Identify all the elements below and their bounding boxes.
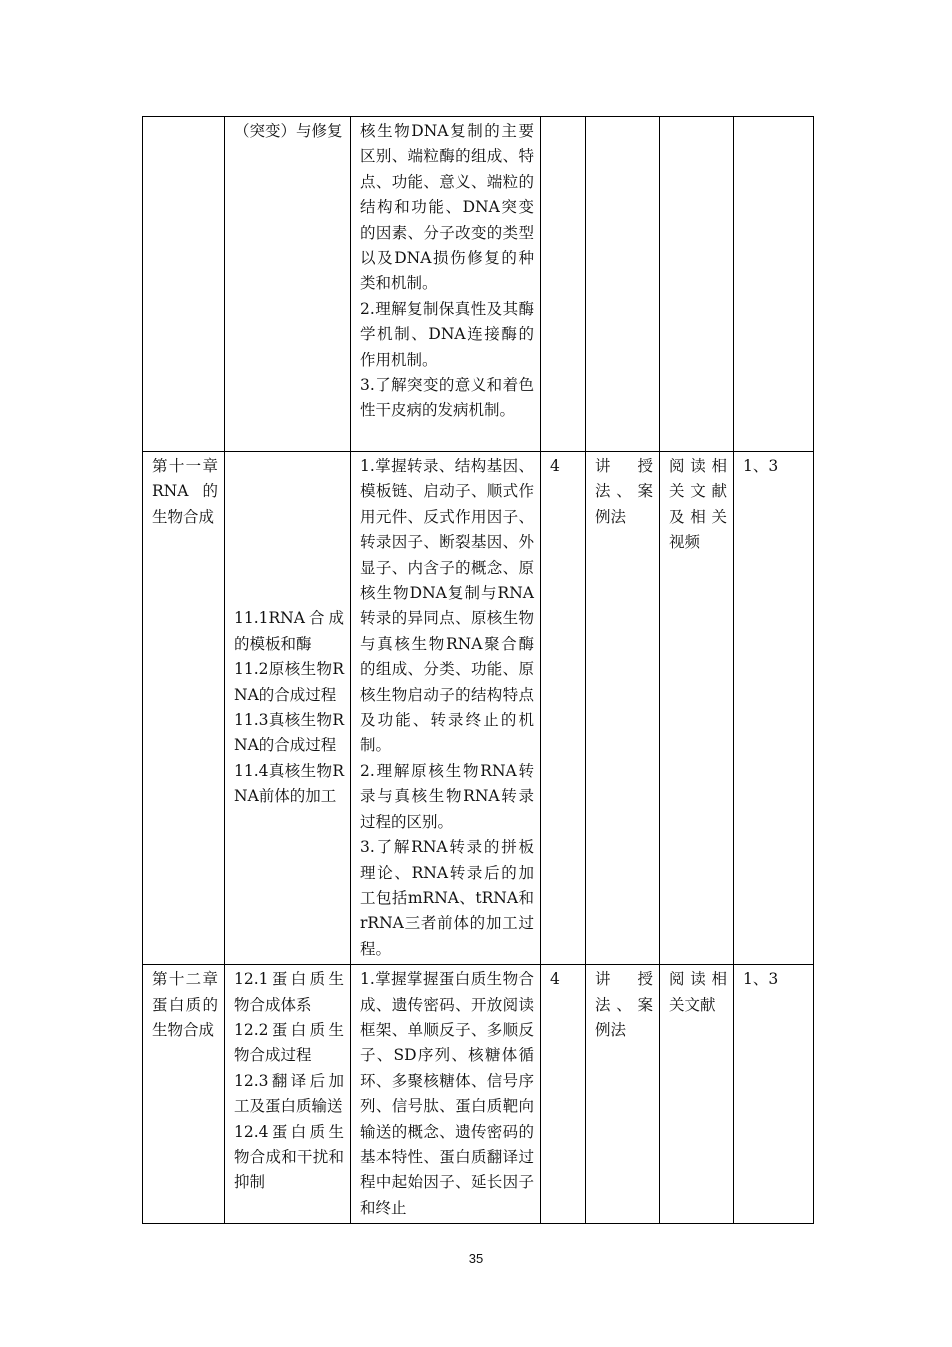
section-item: 11.3真核生物RNA的合成过程 bbox=[234, 711, 344, 755]
section-item: 12.4蛋白质生物合成和干扰和抑制 bbox=[234, 1122, 344, 1192]
chapter-cell bbox=[143, 117, 225, 452]
course-content-table bbox=[142, 116, 814, 1224]
objective-item: 2.理解复制保真性及其酶学机制、DNA连接酶的作用机制。 bbox=[360, 299, 534, 369]
method-cell bbox=[586, 117, 660, 452]
section-item: 11.4真核生物RNA前体的加工 bbox=[234, 761, 344, 806]
table-row bbox=[143, 965, 814, 1224]
hours-cell: 4 bbox=[541, 452, 586, 965]
objective-item: 3.了解RNA转录的拼板理论、RNA转录后的加工包括mRNA、tRNA和rRNA三者前体的加工过程。 bbox=[360, 838, 534, 958]
sections-cell bbox=[225, 117, 351, 452]
chapter-cell: 第十一章RNA的生物合成 bbox=[143, 452, 225, 965]
goals-cell bbox=[734, 117, 814, 452]
hours-cell bbox=[541, 117, 586, 452]
page-number: 35 bbox=[468, 1251, 484, 1266]
objectives-cell bbox=[351, 965, 541, 1224]
goals-cell: 1、3 bbox=[734, 965, 814, 1224]
section-item: 11.1RNA合成的模板和酶 bbox=[234, 609, 344, 653]
section-item: 12.2蛋白质生物合成过程 bbox=[234, 1020, 344, 1065]
section-item: 11.2原核生物RNA的合成过程 bbox=[234, 660, 344, 704]
objectives-cell bbox=[351, 117, 541, 452]
table-row bbox=[143, 452, 814, 965]
objective-item: 3.了解突变的意义和着色性干皮病的发病机制。 bbox=[360, 376, 534, 420]
sections-cell bbox=[225, 965, 351, 1224]
objective-item: 1.掌握掌握蛋白质生物合成、遗传密码、开放阅读框架、单顺反子、多顺反子、SD序列、核糖体循环、多聚核糖体、信号序列、信号肽、蛋白质靶向输送的概念、遗传密码的基本特性、蛋白质翻译过程中起始因子、延长因子和终止 bbox=[360, 970, 534, 1217]
section-item: 12.1蛋白质生物合成体系 bbox=[234, 970, 344, 1014]
chapter-cell: 第十二章蛋白质的生物合成 bbox=[143, 965, 225, 1224]
hours-cell: 4 bbox=[541, 965, 586, 1224]
self-study-cell: 阅读相关文献 bbox=[660, 965, 734, 1224]
goals-cell: 1、3 bbox=[734, 452, 814, 965]
objective-item: 2.理解原核生物RNA转录与真核生物RNA转录过程的区别。 bbox=[360, 761, 534, 831]
objectives-cell bbox=[351, 452, 541, 965]
section-item: 12.3翻译后加工及蛋白质输送 bbox=[234, 1071, 344, 1116]
method-cell: 讲授法、案例法 bbox=[586, 452, 660, 965]
self-study-cell: 阅读相关文献及相关视频 bbox=[660, 452, 734, 965]
self-study-cell bbox=[660, 117, 734, 452]
sections-cell bbox=[225, 452, 351, 965]
objective-item: 1.掌握转录、结构基因、模板链、启动子、顺式作用元件、反式作用因子、转录因子、断裂基因、外显子、内含子的概念、原核生物DNA复制与RNA转录的异同点、原核生物与真核生物RNA聚合酶的组成、分类、功能、原核生物启动子的结构特点及功能、转录终止的机制。 bbox=[360, 457, 534, 755]
method-cell: 讲授法、案例法 bbox=[586, 965, 660, 1224]
section-item: （突变）与修复 bbox=[234, 122, 343, 140]
objective-item: 核生物DNA复制的主要区别、端粒酶的组成、特点、功能、意义、端粒的结构和功能、DNA突变的因素、分子改变的类型以及DNA损伤修复的种类和机制。 bbox=[360, 122, 534, 293]
table-row bbox=[143, 117, 814, 452]
